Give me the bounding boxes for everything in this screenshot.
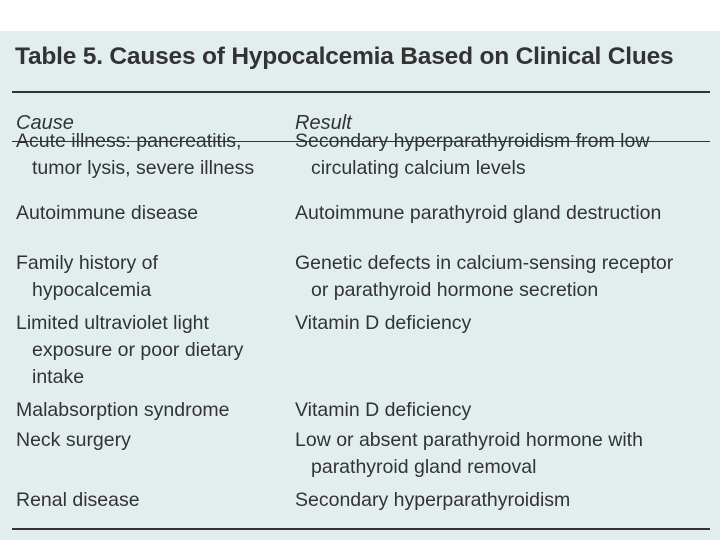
cause-cell xyxy=(16,487,286,514)
result-line: Genetic defects in calcium-sensing receptor xyxy=(295,252,674,274)
cause-cell xyxy=(16,397,286,424)
result-line: or parathyroid hormone secretion xyxy=(311,279,599,301)
cause-line: intake xyxy=(32,366,85,388)
cause-cell xyxy=(16,250,286,304)
result-cell xyxy=(295,487,715,514)
result-line: Secondary hyperparathyroidism from low xyxy=(295,130,650,152)
cause-cell xyxy=(16,200,286,227)
cause-cell xyxy=(16,427,286,454)
column-header-cause: Cause xyxy=(16,112,74,134)
result-cell xyxy=(295,397,715,424)
result-line: Vitamin D deficiency xyxy=(295,399,472,421)
cause-line: Renal disease xyxy=(16,489,140,511)
table-panel xyxy=(0,31,720,540)
result-line: Autoimmune parathyroid gland destruction xyxy=(295,202,662,224)
result-line: circulating calcium levels xyxy=(311,157,526,179)
result-cell xyxy=(295,128,715,182)
result-cell xyxy=(295,250,715,304)
result-line: Vitamin D deficiency xyxy=(295,312,472,334)
bottom-rule xyxy=(12,528,710,530)
result-line: Secondary hyperparathyroidism xyxy=(295,489,571,511)
cause-line: exposure or poor dietary xyxy=(32,339,244,361)
cause-line: Limited ultraviolet light xyxy=(16,312,209,334)
result-line: parathyroid gland removal xyxy=(311,456,537,478)
cause-line: tumor lysis, severe illness xyxy=(32,157,255,179)
cause-cell xyxy=(16,128,286,182)
result-cell xyxy=(295,310,715,337)
result-cell xyxy=(295,427,715,481)
cause-line: Acute illness: pancreatitis, xyxy=(16,130,242,152)
cause-line: hypocalcemia xyxy=(32,279,152,301)
cause-line: Family history of xyxy=(16,252,158,274)
column-header-result: Result xyxy=(295,112,352,134)
result-cell xyxy=(295,200,715,227)
table-title: Table 5. Causes of Hypocalcemia Based on Clinical Clues xyxy=(15,43,674,70)
top-rule xyxy=(12,91,710,93)
cause-line: Neck surgery xyxy=(16,429,131,451)
result-line: Low or absent parathyroid hormone with xyxy=(295,429,643,451)
cause-line: Autoimmune disease xyxy=(16,202,199,224)
cause-cell xyxy=(16,310,286,391)
cause-line: Malabsorption syndrome xyxy=(16,399,230,421)
